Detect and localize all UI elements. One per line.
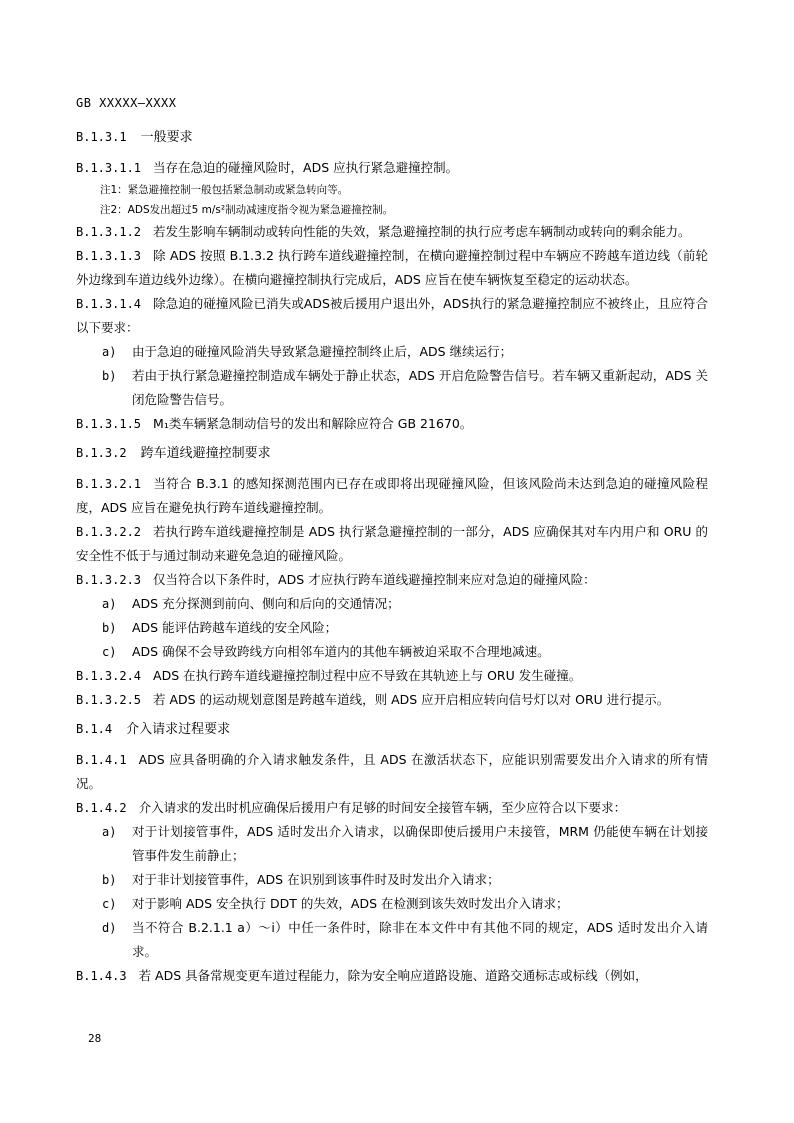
- list-item-text: 当不符合 B.2.1.1 a）～i）中任一条件时，除非在本文件中有其他不同的规定，ADS 适时发出介入请求。: [132, 920, 708, 959]
- clause-paragraph: [76, 156, 708, 180]
- list-marker: c): [102, 645, 117, 659]
- clause-paragraph: [76, 244, 708, 292]
- clause-text: 当符合 B.3.1 的感知探测范围内已存在或即将出现碰撞风险，但该风险尚未达到急迫的碰撞风险程度，ADS 应旨在避免执行跨车道线避撞控制。: [76, 476, 708, 515]
- list-marker: b): [102, 369, 117, 383]
- clause-text: 若 ADS 具备常规变更车道过程能力，除为安全响应道路设施、道路交通标志或标线（例如，: [138, 968, 648, 983]
- list-item: [76, 892, 708, 916]
- list-marker: a): [102, 825, 117, 839]
- clause-paragraph: [76, 220, 708, 244]
- clause-text: 若执行跨车道线避撞控制是 ADS 执行紧急避撞控制的一部分，ADS 应确保其对车内用户和 ORU 的安全性不低于与通过制动来避免急迫的碰撞风险。: [76, 524, 708, 563]
- list-item-text: ADS 确保不会导致跨线方向相邻车道内的其他车辆被迫采取不合理地减速。: [132, 644, 550, 659]
- clause-number: B.1.3.2.1: [76, 477, 142, 491]
- clause-text: 除 ADS 按照 B.1.3.2 执行跨车道线避撞控制，在横向避撞控制过程中车辆应不跨越车道边线（前轮外边缘到车道边线外边缘）。在横向避撞控制执行完成后，ADS 应旨在使车辆恢复至稳定的运动状态。: [76, 248, 708, 287]
- clause-paragraph: [76, 964, 708, 988]
- section-number: B.1.4: [76, 722, 113, 736]
- list-item: [76, 640, 708, 664]
- list-item-text: ADS 充分探测到前向、侧向和后向的交通情况；: [132, 596, 400, 611]
- list-marker: d): [102, 921, 117, 935]
- clause-paragraph: [76, 520, 708, 568]
- list-item-text: 对于非计划接管事件，ADS 在识别到该事件时及时发出介入请求；: [132, 872, 500, 887]
- note: 注1：紧急避撞控制一般包括紧急制动或紧急转向等。: [100, 184, 349, 196]
- list-item: [76, 592, 708, 616]
- list-marker: c): [102, 897, 117, 911]
- clause-paragraph: [76, 796, 708, 820]
- clause-paragraph: [76, 292, 708, 340]
- section-heading: [76, 126, 708, 148]
- standard-header: GB XXXXX—XXXX: [76, 96, 177, 110]
- clause-text: 仅当符合以下条件时，ADS 才应执行跨车道线避撞控制来应对急迫的碰撞风险：: [153, 572, 596, 587]
- clause-text: ADS 应具备明确的介入请求触发条件，且 ADS 在激活状态下，应能识别需要发出介入请求的所有情况。: [76, 752, 708, 791]
- section-title: 介入请求过程要求: [126, 722, 231, 737]
- section-number: B.1.3.2: [76, 446, 127, 460]
- section-title: 跨车道线避撞控制要求: [140, 446, 271, 461]
- clause-text: ADS 在执行跨车道线避撞控制过程中应不导致在其轨迹上与 ORU 发生碰撞。: [153, 668, 582, 683]
- clause-number: B.1.4.2: [76, 801, 127, 815]
- clause-number: B.1.3.2.2: [76, 525, 142, 539]
- clause-number: B.1.3.1.3: [76, 249, 142, 263]
- clause-number: B.1.3.2.4: [76, 669, 142, 683]
- document-body: [76, 126, 708, 988]
- clause-paragraph: [76, 568, 708, 592]
- note: 注2：ADS发出超过5 m/s²制动减速度指令视为紧急避撞控制。: [100, 204, 394, 216]
- clause-paragraph: [76, 688, 708, 712]
- section-title: 一般要求: [140, 130, 193, 145]
- clause-text: 除急迫的碰撞风险已消失或ADS被后援用户退出外，ADS执行的紧急避撞控制应不被终止，且应符合以下要求：: [76, 296, 708, 335]
- list-marker: a): [102, 597, 117, 611]
- list-item: [76, 916, 708, 964]
- list-item-text: 对于影响 ADS 安全执行 DDT 的失效，ADS 在检测到该失效时发出介入请求；: [132, 896, 569, 911]
- list-item: [76, 364, 708, 412]
- list-item: [76, 868, 708, 892]
- list-item: [76, 820, 708, 868]
- clause-text: M₁类车辆紧急制动信号的发出和解除应符合 GB 21670。: [153, 416, 473, 431]
- clause-paragraph: [76, 412, 708, 436]
- clause-paragraph: [76, 472, 708, 520]
- list-item-text: 对于计划接管事件，ADS 适时发出介入请求，以确保即使后援用户未接管，MRM 仍能使车辆在计划接管事件发生前静止；: [132, 824, 708, 863]
- list-item: [76, 616, 708, 640]
- section-heading: [76, 718, 708, 740]
- clause-paragraph: [76, 748, 708, 796]
- page-number: 28: [88, 1032, 102, 1045]
- clause-text: 介入请求的发出时机应确保后援用户有足够的时间安全接管车辆，至少应符合以下要求：: [138, 800, 627, 815]
- clause-number: B.1.3.2.3: [76, 573, 142, 587]
- list-marker: b): [102, 873, 117, 887]
- clause-number: B.1.3.1.2: [76, 225, 142, 239]
- list-item-text: 若由于执行紧急避撞控制造成车辆处于静止状态，ADS 开启危险警告信号。若车辆又重新起动，ADS 关闭危险警告信号。: [132, 368, 708, 407]
- section-heading: [76, 442, 708, 464]
- clause-paragraph: [76, 664, 708, 688]
- clause-text: 若发生影响车辆制动或转向性能的失效，紧急避撞控制的执行应考虑车辆制动或转向的剩余能力。: [153, 224, 691, 239]
- list-item: [76, 340, 708, 364]
- clause-number: B.1.4.1: [76, 753, 127, 767]
- list-marker: a): [102, 345, 117, 359]
- section-number: B.1.3.1: [76, 130, 127, 144]
- clause-number: B.1.3.1.1: [76, 161, 142, 175]
- clause-number: B.1.3.2.5: [76, 693, 142, 707]
- clause-text: 若 ADS 的运动规划意图是跨越车道线，则 ADS 应开启相应转向信号灯以对 ORU 进行提示。: [153, 692, 670, 707]
- list-item-text: ADS 能评估跨越车道线的安全风险；: [132, 620, 338, 635]
- clause-text: 当存在急迫的碰撞风险时，ADS 应执行紧急避撞控制。: [153, 160, 459, 175]
- list-item-text: 由于急迫的碰撞风险消失导致紧急避撞控制终止后，ADS 继续运行；: [132, 344, 513, 359]
- list-marker: b): [102, 621, 117, 635]
- clause-number: B.1.4.3: [76, 969, 127, 983]
- clause-number: B.1.3.1.5: [76, 417, 142, 431]
- clause-number: B.1.3.1.4: [76, 297, 142, 311]
